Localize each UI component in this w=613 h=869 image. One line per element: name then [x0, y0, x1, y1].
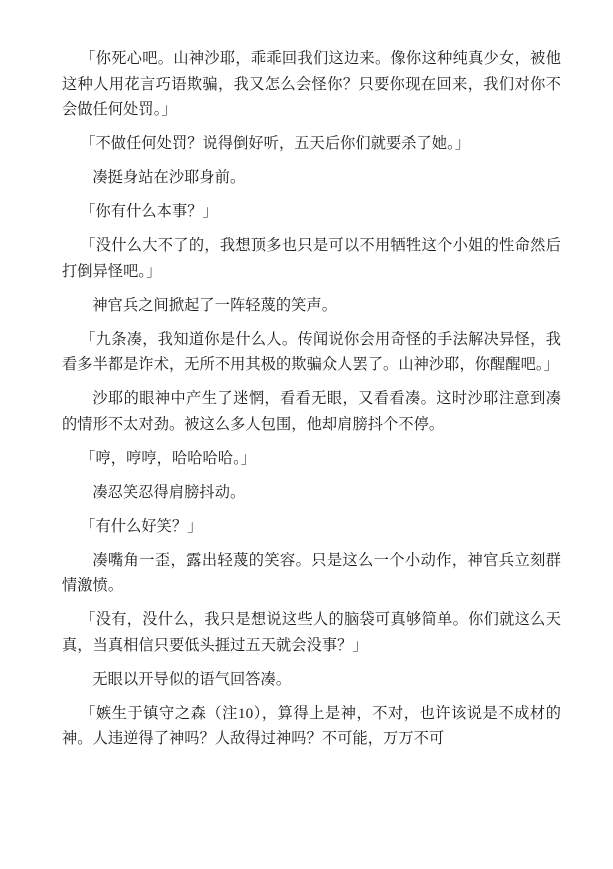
paragraph: 「嫉生于镇守之森（注10），算得上是神，不对，也许该说是不成材的神。人违逆得了神吗？人敌得过神吗？不可能，万万不可	[62, 704, 561, 747]
paragraph: 神官兵之间掀起了一阵轻蔑的笑声。	[92, 296, 337, 314]
document-body	[62, 46, 561, 752]
paragraph: 凑挺身站在沙耶身前。	[92, 169, 246, 186]
paragraph: 「你有什么本事？」	[80, 203, 218, 220]
paragraph: 「九条凑，我知道你是什么人。传闻说你会用奇怪的手法解决异怪，我看多半都是诈术，无所不用其极的欺骗众人罢了。山神沙耶，你醒醒吧。」	[62, 330, 561, 373]
paragraph: 凑嘴角一歪，露出轻蔑的笑容。只是这么一个小动作，神官兵立刻群情激愤。	[62, 551, 561, 594]
paragraph: 无眼以开导似的语气回答凑。	[92, 670, 292, 688]
paragraph: 「不做任何处罚？说得倒好听，五天后你们就要杀了她。」	[80, 135, 471, 152]
paragraph: 「没什么大不了的，我想顶多也只是可以不用牺牲这个小姐的性命然后打倒异怪吧。」	[62, 237, 561, 280]
paragraph: 沙耶的眼神中产生了迷惘，看看无眼，又看看凑。这时沙耶注意到凑的情形不太对劲。被这么多人包围，他却肩膀抖个不停。	[62, 390, 561, 433]
paragraph: 「没有，没什么，我只是想说这些人的脑袋可真够简单。你们就这么天真，当真相信只要低头捱过五天就会没事？」	[62, 611, 561, 654]
paragraph: 凑忍笑忍得肩膀抖动。	[92, 483, 246, 501]
paragraph: 「哼，哼哼，哈哈哈哈。」	[80, 449, 257, 467]
paragraph: 「你死心吧。山神沙耶，乖乖回我们这边来。像你这种纯真少女，被他这种人用花言巧语欺骗，我又怎么会怪你？只要你现在回来，我们对你不会做任何处罚。」	[62, 50, 561, 118]
paragraph: 「有什么好笑？」	[80, 517, 203, 535]
